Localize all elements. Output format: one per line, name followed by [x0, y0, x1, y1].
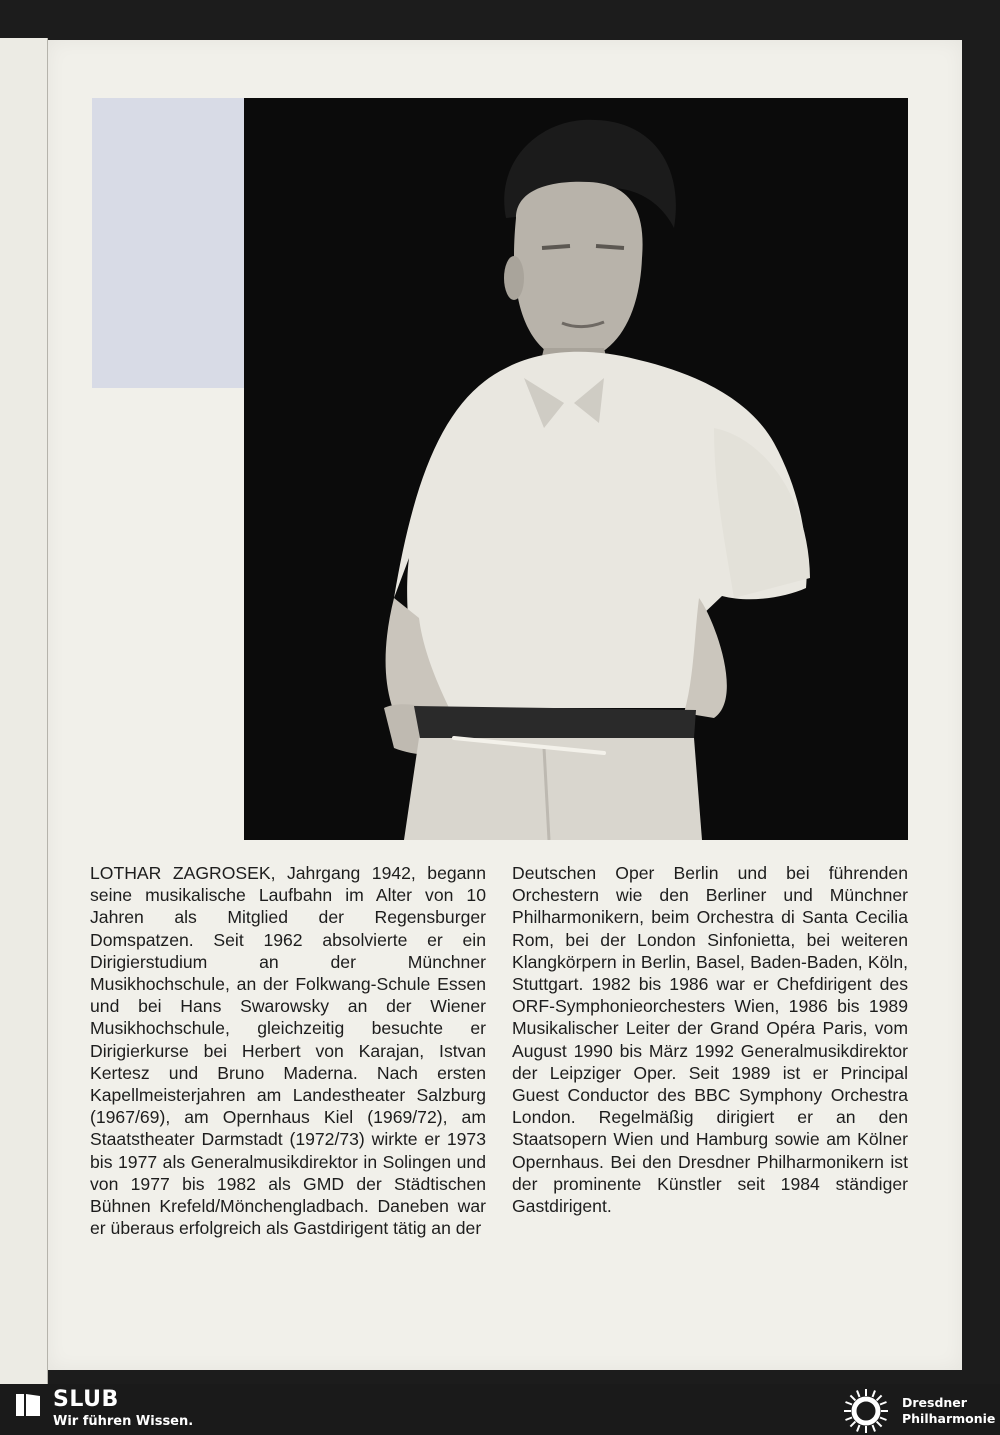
slub-logo-icon	[13, 1390, 43, 1420]
previous-page-edge	[0, 38, 48, 1384]
slub-logo-text: SLUB	[53, 1387, 119, 1412]
conductor-portrait-photo	[244, 98, 908, 840]
show-through-tint	[92, 98, 244, 388]
dresdner-philharmonie-logo-icon	[842, 1387, 890, 1435]
partner-name-line-1: Dresdner	[902, 1395, 967, 1410]
biography-column-left: LOTHAR ZAGROSEK, Jahrgang 1942, begann seine musikalische Laufbahn im Alter von 10 Jahren als Mitglied der Regensburger Domspatzen. Seit 1962 absolvierte er ein Dirigierstudium an der Münchner Musikhochschule, an der Folkwang-Schule Essen und bei Hans Swarowsky an der Wiener Musikhochschule, gleichzeitig besuchte er Dirigierkurse bei Herbert von Karajan, Istvan Kertesz und Bruno Maderna. Nach ersten Kapellmeisterjahren am Landestheater Salzburg (1967/69), am Opernhaus Kiel (1969/72), am Staatstheater Darmstadt (1972/73) wirkte er 1973 bis 1977 als Generalmusikdirektor in Solingen und von 1977 bis 1982 als GMD der Städtischen Bühnen Krefeld/Mönchengladbach. Daneben war er überaus erfolgreich als Gastdirigent tätig an der	[90, 863, 486, 1239]
partner-name-line-2: Philharmonie	[902, 1411, 996, 1426]
biography-column-right: Deutschen Oper Berlin und bei führenden Orchestern wie den Berliner und Münchner Philharmonikern, beim Orchestra di Santa Cecilia Rom, bei der London Sinfonietta, bei weiteren Klangkörpern in Berlin, Basel, Baden-Baden, Köln, Stuttgart. 1982 bis 1986 war er Chefdirigent des ORF-Symphonieorchesters Wien, 1986 bis 1989 Musikalischer Leiter der Grand Opéra Paris, vom August 1990 bis März 1992 Generalmusikdirektor der Leipziger Oper. Seit 1989 ist er Principal Guest Conductor des BBC Symphony Orchestra London. Regelmäßig dirigiert er an den Staatsopern Wien und Hamburg sowie am Kölner Opernhaus. Bei den Dresdner Philharmonikern ist der prominente Künstler seit 1984 ständiger Gastdirigent.	[512, 863, 908, 1217]
portrait-illustration	[244, 98, 908, 840]
slub-tagline: Wir führen Wissen.	[53, 1414, 194, 1429]
